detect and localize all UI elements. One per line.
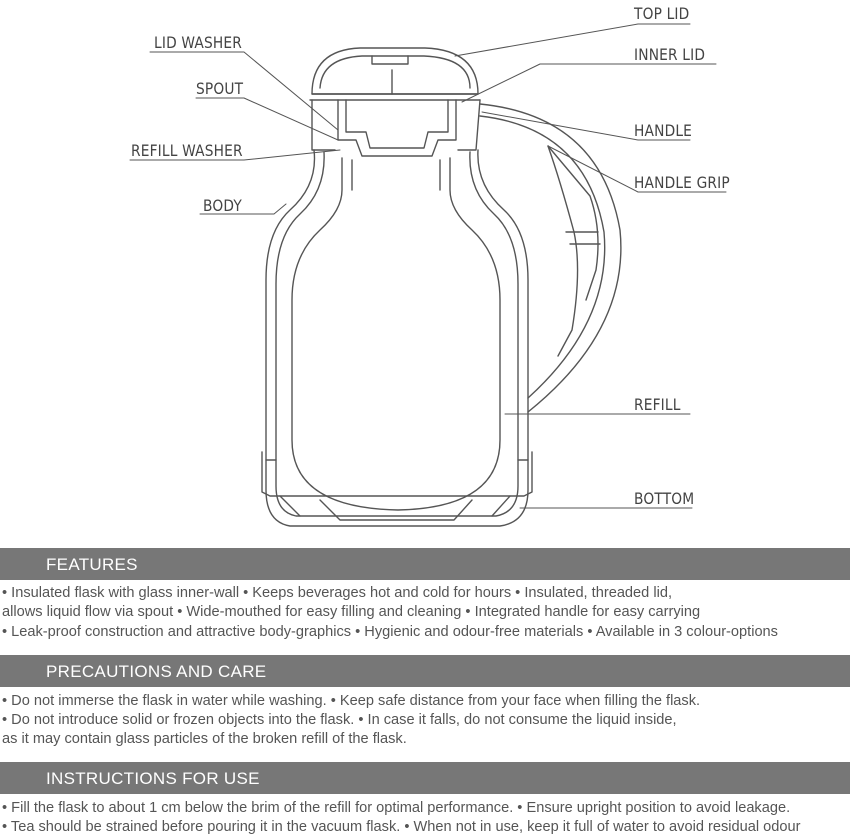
callout-inner-lid: INNER LID [634, 45, 706, 64]
precautions-line-2: • Do not introduce solid or frozen objects into the flask. • In case it falls, do not consume the liquid inside, [2, 712, 677, 728]
callout-refill-washer: REFILL WASHER [131, 141, 243, 160]
callout-lid-washer: LID WASHER [154, 33, 243, 52]
precautions-line-1: • Do not immerse the flask in water while washing. • Keep safe distance from your face when filling the flask. [2, 693, 701, 709]
top-lid-shape [312, 48, 478, 94]
precautions-line-3: as it may contain glass particles of the broken refill of the flask. [2, 731, 407, 747]
features-line-2: allows liquid flow via spout • Wide-mouthed for easy filling and cleaning • Integrated handle for easy carrying [2, 604, 701, 620]
callout-bottom: BOTTOM [634, 489, 695, 508]
features-line-3: • Leak-proof construction and attractive body-graphics • Hygienic and odour-free materials • Available in 3 colour-options [2, 624, 778, 640]
features-header: FEATURES [0, 548, 850, 580]
features-line-1: • Insulated flask with glass inner-wall • Keeps beverages hot and cold for hours • Insulated, threaded lid, [2, 585, 672, 601]
precautions-header: PRECAUTIONS AND CARE [0, 655, 850, 687]
instructions-header: INSTRUCTIONS FOR USE [0, 762, 850, 794]
instructions-line-2: • Tea should be strained before pouring it in the vacuum flask. • When not in use, keep it full of water to avoid residual odour [2, 819, 801, 835]
callout-body: BODY [203, 196, 242, 215]
instructions-line-1: • Fill the flask to about 1 cm below the brim of the refill for optimal performance. • Ensure upright position to avoid leakage. [2, 800, 791, 816]
callout-spout: SPOUT [196, 79, 244, 98]
callout-top-lid: TOP LID [634, 4, 690, 23]
callout-refill: REFILL [634, 395, 681, 414]
callout-handle: HANDLE [634, 121, 693, 140]
refill-shape [292, 158, 500, 510]
handle-shape [480, 104, 621, 412]
handle-grip-shape [548, 146, 578, 356]
body-shape [266, 150, 528, 526]
callout-handle-grip: HANDLE GRIP [634, 173, 730, 192]
